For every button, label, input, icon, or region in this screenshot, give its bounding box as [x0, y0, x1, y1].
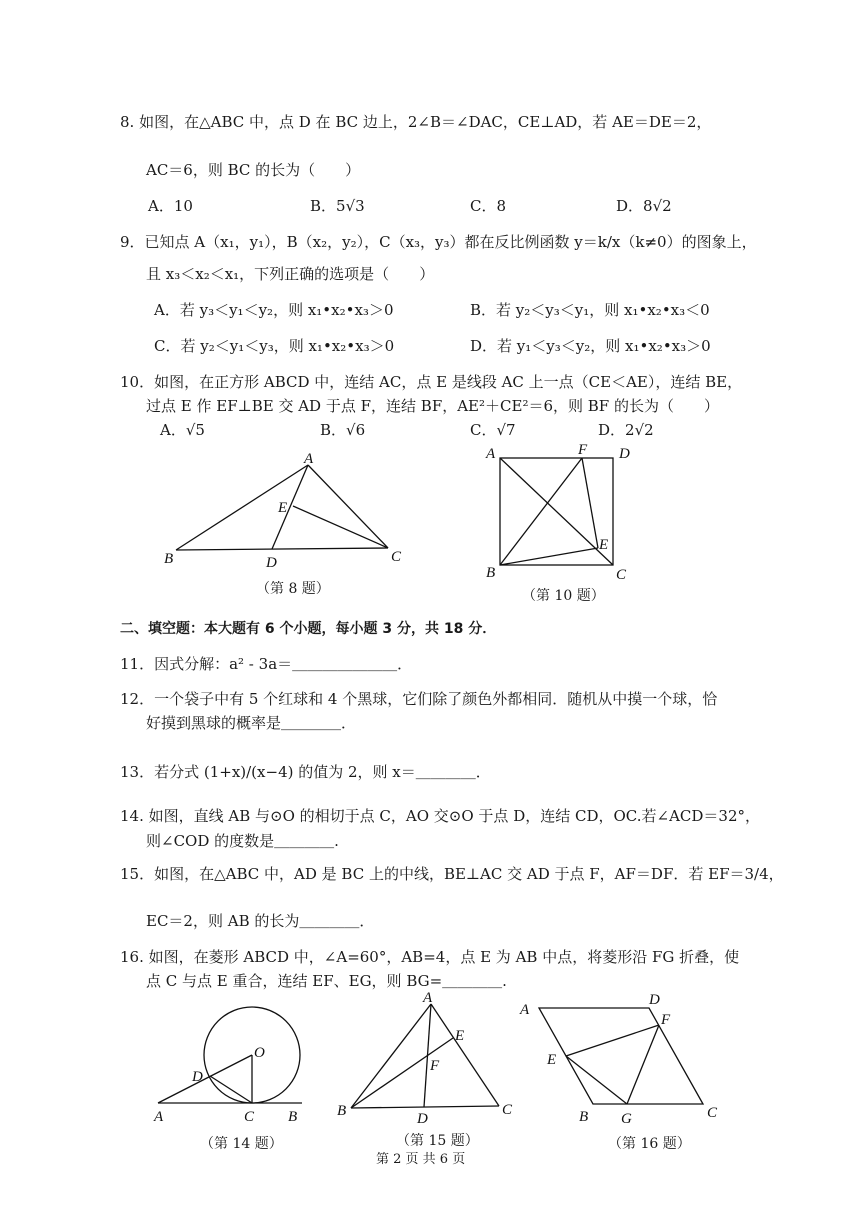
label-E: E — [455, 1028, 465, 1044]
q14-line1: 14. 如图，直线 AB 与⊙O 的相切于点 C，AO 交⊙O 于点 D，连结 CD，OC.若∠ACD＝32°， — [120, 807, 760, 825]
label-B: B — [486, 565, 496, 581]
q8-option-a: A．10 — [148, 197, 193, 215]
label-E: E — [278, 500, 288, 516]
label-D: D — [649, 992, 660, 1008]
q16-line2: 点 C 与点 E 重合，连结 EF、EG，则 BG=＿＿＿＿. — [146, 972, 507, 990]
segment-BC — [176, 548, 388, 550]
q11-text: 11．因式分解：a² - 3a＝＿＿＿＿＿＿＿． — [120, 655, 413, 673]
q10-option-d: D．2√2 — [598, 421, 654, 439]
label-C: C — [616, 567, 627, 583]
segment-FG — [627, 1025, 659, 1104]
q16-line1: 16. 如图，在菱形 ABCD 中，∠A=60°，AB=4，点 E 为 AB 中点，将菱形沿 FG 折叠，使 — [120, 948, 740, 966]
label-A: A — [486, 446, 496, 462]
segment-DC — [210, 1076, 252, 1103]
figure-15 — [335, 990, 520, 1130]
label-D: D — [266, 555, 277, 571]
label-G: G — [621, 1111, 632, 1127]
q9-option-d: D．若 y₁＜y₃＜y₂，则 x₁•x₂•x₃＞0 — [470, 337, 711, 355]
q14-line2: 则∠COD 的度数是＿＿＿＿. — [146, 832, 339, 850]
q10-option-b: B．√6 — [320, 421, 366, 439]
q15-line1: 15．如图，在△ABC 中，AD 是 BC 上的中线，BE⊥AC 交 AD 于点 F，AF＝DF．若 EF＝3/4， — [120, 865, 784, 883]
q9-option-b: B．若 y₂＜y₃＜y₁，则 x₁•x₂•x₃＜0 — [470, 301, 710, 319]
figure-10 — [480, 440, 640, 585]
q15-line2: EC＝2，则 AB 的长为＿＿＿＿． — [146, 912, 375, 930]
label-E: E — [547, 1052, 557, 1068]
label-A: A — [304, 451, 314, 467]
label-B: B — [288, 1109, 298, 1125]
figure-8-caption: （第 8 题） — [256, 581, 330, 597]
label-E: E — [599, 537, 609, 553]
label-A: A — [154, 1109, 164, 1125]
segment-BA — [176, 465, 308, 550]
q8-option-b: B．5√3 — [310, 197, 365, 215]
label-C: C — [244, 1109, 255, 1125]
segment-BE — [500, 548, 598, 565]
section-2-title: 二、填空题：本大题有 6 个小题，每小题 3 分，共 18 分． — [120, 621, 497, 637]
q8-line2: AC＝6，则 BC 的长为（ ） — [146, 161, 361, 179]
label-F: F — [661, 1012, 671, 1028]
q8-option-c: C．8 — [470, 197, 507, 215]
q13-text: 13．若分式 (1+x)/(x−4) 的值为 2，则 x＝＿＿＿＿． — [120, 763, 491, 781]
label-O: O — [254, 1045, 265, 1061]
q12-line2: 好摸到黑球的概率是＿＿＿＿． — [146, 714, 357, 732]
q9-option-a: A．若 y₃＜y₁＜y₂，则 x₁•x₂•x₃＞0 — [154, 301, 394, 319]
segment-AC — [431, 1004, 499, 1106]
figure-15-caption: （第 15 题） — [396, 1133, 479, 1149]
label-B: B — [337, 1103, 347, 1119]
label-C: C — [502, 1102, 513, 1118]
q10-line1: 10．如图，在正方形 ABCD 中，连结 AC，点 E 是线段 AC 上一点（CE＜AE），连结 BE， — [120, 373, 743, 391]
segment-BF — [500, 458, 582, 565]
label-B: B — [579, 1109, 589, 1125]
label-D: D — [417, 1111, 428, 1127]
q10-option-a: A．√5 — [160, 421, 205, 439]
label-C: C — [391, 549, 402, 565]
segment-BA — [351, 1004, 431, 1108]
page-footer: 第 2 页 共 6 页 — [376, 1152, 466, 1167]
figure-14-caption: （第 14 题） — [200, 1136, 283, 1152]
segment-AC — [308, 465, 388, 548]
q9-line1: 9．已知点 A（x₁，y₁），B（x₂，y₂），C（x₃，y₃）都在反比例函数 y＝k/x（k≠0）的图象上， — [120, 233, 757, 251]
figure-16-caption: （第 16 题） — [608, 1136, 691, 1152]
q8-option-d: D．8√2 — [616, 197, 672, 215]
label-A: A — [423, 990, 433, 1006]
label-D: D — [619, 446, 630, 462]
figure-10-caption: （第 10 题） — [522, 588, 605, 604]
segment-BC — [351, 1106, 499, 1108]
segment-EG — [566, 1056, 627, 1104]
segment-EF — [566, 1025, 659, 1056]
figure-16 — [515, 990, 730, 1130]
rhombus-ABCD — [539, 1008, 703, 1104]
label-D: D — [192, 1069, 203, 1085]
label-F: F — [430, 1058, 440, 1074]
q8-line1: 8. 如图，在△ABC 中，点 D 在 BC 边上，2∠B＝∠DAC，CE⊥AD，若 AE＝DE＝2， — [120, 113, 712, 131]
label-A: A — [520, 1002, 530, 1018]
label-B: B — [164, 551, 174, 567]
q9-option-c: C．若 y₂＜y₁＜y₃，则 x₁•x₂•x₃＞0 — [154, 337, 395, 355]
q9-line2: 且 x₃＜x₂＜x₁，下列正确的选项是（ ） — [146, 265, 435, 283]
label-F: F — [578, 442, 588, 458]
label-C: C — [707, 1105, 718, 1121]
q10-option-c: C．√7 — [470, 421, 516, 439]
q12-line1: 12．一个袋子中有 5 个红球和 4 个黑球，它们除了颜色外都相同．随机从中摸一个球，恰 — [120, 690, 718, 708]
q10-line2: 过点 E 作 EF⊥BE 交 AD 于点 F，连结 BF，AE²＋CE²＝6，则 BF 的长为（ ） — [146, 397, 719, 415]
figure-8 — [150, 445, 420, 575]
figure-14 — [150, 1005, 320, 1130]
segment-EC — [293, 506, 388, 548]
segment-FE — [582, 458, 598, 548]
